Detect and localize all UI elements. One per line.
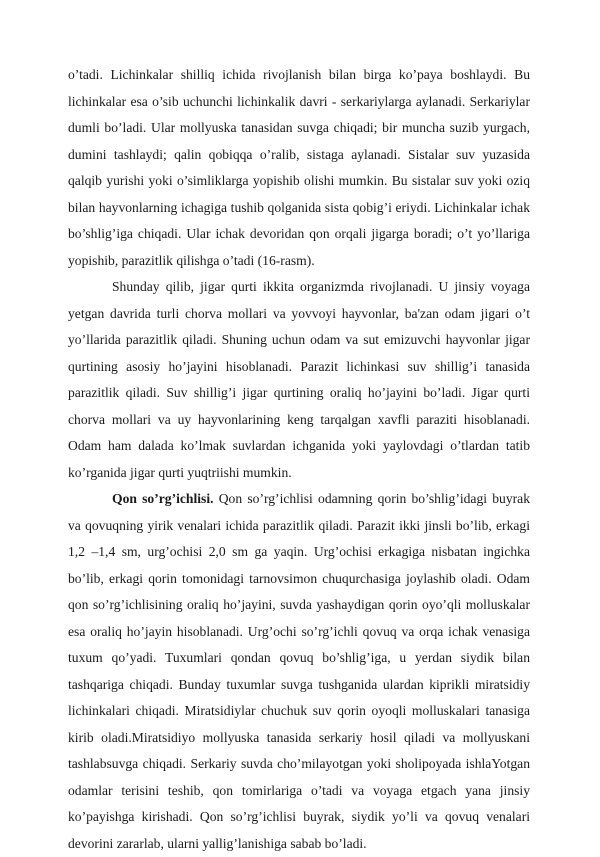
document-page [68,62,530,857]
paragraph-3 [68,486,530,857]
paragraph-3-body: Qon so’rg’ichlisi odamning qorin bo’shlig’idagi buyrak va qovuqning yirik venalari ichida parazitlik qiladi. Parazit ikki jinsli bo’lib, erkagi 1,2 –1,4 sm, urg’ochisi 2,0 sm ga yaqin. Urg’ochisi erkagiga nisbatan ingichka bo’lib, erkagi qorin tomonidagi tarnovsimon chuqurchasiga joylashib oladi. Odam qon so’rg’ichlisining oraliq ho’jayini, suvda yashaydigan qorin oyo’qli molluskalar esa oraliq ho’jayin hisoblanadi. Urg’ochi so’rg’ichli qovuq va orqa ichak venasiga tuxum qo’yadi. Tuxumlari qondan qovuq bo’shlig’iga, u yerdan siydik bilan tashqariga chiqadi. Bunday tuxumlar suvga tushganida ulardan kiprikli miratsidiy lichinkalari chiqadi. Miratsidiylar chuchuk suv qorin oyoqli molluskalari tanasiga kirib oladi.Miratsidiyo mollyuska tanasida serkariy hosil qiladi va mollyuskani tashlabsuvga chiqadi. Serkariy suvda cho’milayotgan yoki sholipoyada ishlaYotgan odamlar terisini teshib, qon tomirlariga o’tadi va voyaga etgach yana jinsiy ko’payishga kirishadi. Qon so’rg’ichlisi buyrak, siydik yo’li va qovuq venalari devorini zararlab, ularni yallig’lanishiga sabab bo’ladi. [68,491,530,851]
paragraph-1: o’tadi. Lichinkalar shilliq ichida rivojlanish bilan birga ko’paya boshlaydi. Bu lichinkalar esa o’sib uchunchi lichinkalik davri - serkariylarga aylanadi. Serkariylar dumli bo’ladi. Ular mollyuska tanasidan suvga chiqadi; bir muncha suzib yurgach, dumini tashlaydi; qalin qobiqqa o’ralib, sistaga aylanadi. Sistalar suv yuzasida qalqib yurishi yoki o’simliklarga yopishib olishi mumkin. Bu sistalar suv yoki oziq bilan hayvonlarning ichagiga tushib qolganida sista qobig’i eriydi. Lichinkalar ichak bo’shlig’iga chiqadi. Ular ichak devoridan qon orqali jigarga boradi; o’t yo’llariga yopishib, parazitlik qilishga o’tadi (16-rasm). [68,67,530,268]
paragraph-2: Shunday qilib, jigar qurti ikkita organizmda rivojlanadi. U jinsiy voyaga yetgan davrida turli chorva mollari va yovvoyi hayvonlar, ba'zan odam jigari o’t yo’llarida parazitlik qiladi. Shuning uchun odam va sut emizuvchi hayvonlar jigar qurtining asosiy ho’jayini hisoblanadi. Parazit lichinkasi suv shillig’i tanasida parazitlik qiladi. Suv shillig’i jigar qurtining oraliq ho’jayini bo’ladi. Jigar qurti chorva mollari va uy hayvonlarining keng tarqalgan xavfli paraziti hisoblanadi. Odam ham dalada ko’lmak suvlardan ichganida yoki yaylovdagi o’tlardan tatib ko’rganida jigar qurti yuqtriishi mumkin. [68,279,530,480]
section-heading: Qon so’rg’ichlisi. [112,491,214,506]
